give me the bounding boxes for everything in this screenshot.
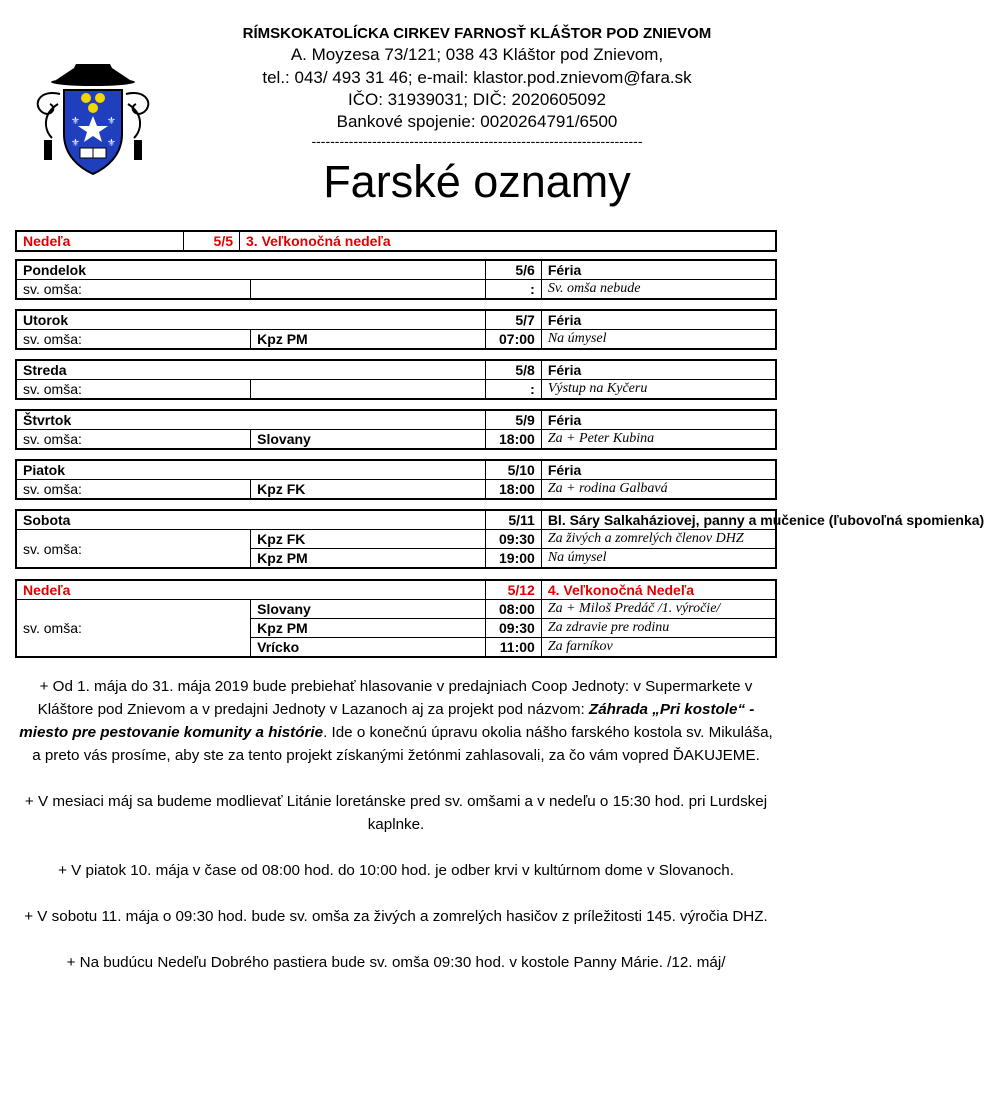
announcement-4: + V sobotu 11. mája o 09:30 hod. bude sv. omša za živých a zomrelých hasičov z príležitosti 145. výročia DHZ. — [24, 908, 768, 925]
mass-intent: Sv. omša nebude — [541, 280, 776, 300]
announcement-2: + V mesiaci máj sa budeme modlievať Litánie loretánske pred sv. omšami a v nedeľu o 15:30 hod. pri Lurdskej kaplnke. — [24, 793, 768, 833]
mass-intent: Za zdravie pre rodinu — [541, 619, 776, 638]
mass-place: Kpz PM — [251, 549, 486, 569]
day-name: Utorok — [16, 310, 485, 330]
schedule-day-monday — [15, 259, 777, 300]
announcement-1-project: Záhrada „Pri kostole“ - miesto pre pestovanie komunity a histórie — [19, 701, 755, 741]
schedule-day-thursday — [15, 409, 777, 450]
mass-intent: Za + rodina Galbavá — [541, 480, 776, 500]
mass-label: sv. omša: — [16, 330, 251, 350]
day-date: 5/10 — [485, 460, 541, 480]
mass-place: Kpz PM — [251, 330, 486, 350]
mass-time: 18:00 — [485, 430, 541, 450]
day-name: Nedeľa — [16, 580, 485, 600]
mass-place: Kpz FK — [251, 530, 486, 549]
day-feast: 3. Veľkonočná nedeľa — [240, 231, 777, 251]
announcement-3: + V piatok 10. mája v čase od 08:00 hod. do 10:00 hod. je odber krvi v kultúrnom dome v Slovanoch. — [58, 862, 734, 879]
mass-time: 09:30 — [485, 530, 541, 549]
day-name: Štvrtok — [16, 410, 485, 430]
schedule-day-sunday-5-12 — [15, 579, 777, 658]
day-date: 5/12 — [485, 580, 541, 600]
day-date: 5/6 — [485, 260, 541, 280]
mass-time: : — [485, 280, 541, 300]
day-date: 5/9 — [485, 410, 541, 430]
mass-time: 18:00 — [485, 480, 541, 500]
parish-bank: Bankové spojenie: 0020264791/6500 — [336, 112, 618, 131]
mass-place — [251, 280, 486, 300]
day-date: 5/7 — [485, 310, 541, 330]
svg-text:⚜: ⚜ — [71, 138, 80, 149]
mass-time: 09:30 — [485, 619, 541, 638]
day-feast: Féria — [541, 310, 776, 330]
mass-label: sv. omša: — [16, 430, 251, 450]
schedule-day-tuesday — [15, 309, 777, 350]
schedule-day-friday — [15, 459, 777, 500]
mass-intent: Na úmysel — [541, 330, 776, 350]
mass-label: sv. omša: — [16, 480, 251, 500]
mass-place: Kpz FK — [251, 480, 486, 500]
mass-place — [251, 380, 486, 400]
mass-label: sv. omša: — [16, 380, 251, 400]
announcement-1-text-end: . Ide o konečnú úpravu okolia nášho farského kostola sv. Mikuláša, a preto vás prosíme, aby ste za tento projekt získanými žetónmi zahlasovali, za čo vám vopred ĎAKUJEME. — [32, 724, 773, 764]
day-name: Nedeľa — [16, 231, 184, 251]
mass-place: Slovany — [251, 600, 486, 619]
day-name: Streda — [16, 360, 485, 380]
mass-time: : — [485, 380, 541, 400]
day-name: Piatok — [16, 460, 485, 480]
mass-intent: Na úmysel — [541, 549, 776, 569]
mass-place: Vrícko — [251, 638, 486, 658]
announcement-1 — [15, 675, 777, 767]
mass-time: 07:00 — [485, 330, 541, 350]
mass-intent: Za + Peter Kubina — [541, 430, 776, 450]
mass-time: 11:00 — [485, 638, 541, 658]
parish-name: RÍMSKOKATOLÍCKA CIRKEV FARNOSŤ KLÁŠTOR POD ZNIEVOM — [242, 25, 712, 42]
schedule-day-sunday-5-5 — [15, 230, 777, 252]
announcements — [15, 675, 777, 997]
day-name: Pondelok — [16, 260, 485, 280]
announcement-1-text: + Od 1. mája do 31. mája 2019 bude prebiehať hlasovanie v predajniach Coop Jednoty: v Supermarkete v Kláštore pod Znievom a v predajni Jednoty v Lazanoch aj za projekt pod názvom: — [37, 678, 753, 718]
day-feast: Féria — [541, 460, 776, 480]
day-feast: Féria — [541, 410, 776, 430]
day-name: Sobota — [16, 510, 485, 530]
mass-time: 08:00 — [485, 600, 541, 619]
mass-intent: Za farníkov — [541, 638, 776, 658]
mass-intent: Za + Miloš Predáč /1. výročie/ — [541, 600, 776, 619]
svg-text:⚜: ⚜ — [71, 116, 80, 127]
mass-intent: Výstup na Kyčeru — [541, 380, 776, 400]
parish-address: A. Moyzesa 73/121; 038 43 Kláštor pod Znievom, — [290, 45, 664, 64]
parish-contact: tel.: 043/ 493 31 46; e-mail: klastor.pod.znievom@fara.sk — [262, 68, 692, 87]
day-date: 5/8 — [485, 360, 541, 380]
parish-crest-logo — [30, 64, 156, 176]
day-date: 5/5 — [184, 231, 240, 251]
parish-ids: IČO: 31939031; DIČ: 2020605092 — [347, 90, 607, 109]
schedule-day-saturday — [15, 509, 984, 569]
day-feast: 4. Veľkonočná Nedeľa — [541, 580, 776, 600]
day-feast: Féria — [541, 360, 776, 380]
day-feast: Féria — [541, 260, 776, 280]
mass-label: sv. omša: — [16, 530, 251, 569]
day-feast: Bl. Sáry Salkaháziovej, panny a mučenice (ľubovoľná spomienka) — [541, 510, 776, 530]
svg-text:⚜: ⚜ — [107, 138, 116, 149]
schedule-day-wednesday — [15, 359, 777, 400]
page-title: Farské oznamy — [323, 156, 631, 207]
mass-label: sv. omša: — [16, 600, 251, 658]
header-separator: ----------------------------------------------------------------------- — [311, 133, 643, 149]
announcement-5: + Na budúcu Nedeľu Dobrého pastiera bude sv. omša 09:30 hod. v kostole Panny Márie. /12. máj/ — [66, 954, 726, 971]
mass-place: Kpz PM — [251, 619, 486, 638]
day-date: 5/11 — [485, 510, 541, 530]
mass-intent: Za živých a zomrelých členov DHZ — [541, 530, 776, 549]
mass-label: sv. omša: — [16, 280, 251, 300]
svg-text:⚜: ⚜ — [107, 116, 116, 127]
mass-time: 19:00 — [485, 549, 541, 569]
day-header-row — [16, 231, 776, 251]
mass-place: Slovany — [251, 430, 486, 450]
